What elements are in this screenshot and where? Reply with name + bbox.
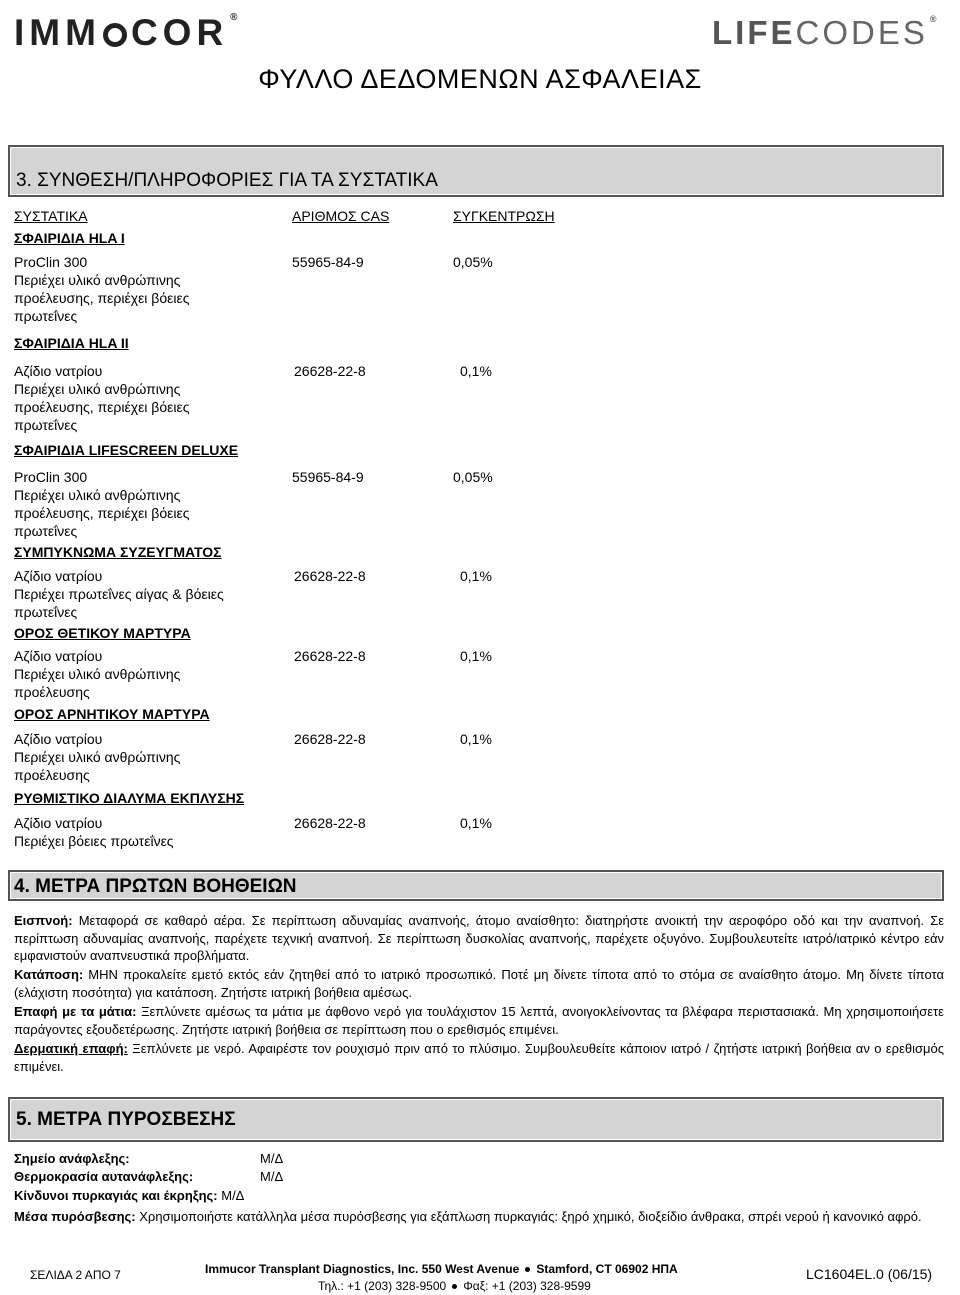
extinguishing-media-text: Χρησιμοποιήστε κατάλληλα μέσα πυρόσβεσης για εξάπλωση πυρκαγιάς: ξηρό χημικό, διοξείδιο άνθρακα, σπρέι νερού (139, 1209, 819, 1224)
component-note: Περιέχει υλικό ανθρώπινης (14, 381, 181, 397)
component-name: Αζίδιο νατρίου (14, 363, 103, 379)
section-4-header (8, 870, 944, 901)
extinguishing-media-label: Μέσα πυρόσβεσης: (14, 1209, 136, 1224)
section-4-title: 4. ΜΕΤΡΑ ΠΡΩΤΩΝ ΒΟΗΘΕΙΩΝ (14, 876, 297, 897)
inhalation-text: αναπνοή. Σε περίπτωση αδυναμίας αναπνοής, παρέχετε τεχνική αναπνοή. Σε περίπτωση δυσκολίας αναπνοής, παρέχετε οξυγόνο. (14, 913, 944, 946)
group-name: ΟΡΟΣ ΘΕΤΙΚΟΥ ΜΑΡΤΥΡΑ (14, 625, 191, 641)
skin-contact-text: βοήθεια αν ο ερεθισμός επιμένει. (14, 1041, 944, 1074)
cas-number: 26628-22-8 (294, 363, 366, 379)
component-note: Περιέχει υλικό ανθρώπινης (14, 666, 181, 682)
ingestion-label: Κατάποση: (14, 967, 84, 982)
group-name: ΣΥΜΠΥΚΝΩΜΑ ΣΥΖΕΥΓΜΑΤΟΣ (14, 544, 222, 560)
cas-number: 26628-22-8 (294, 731, 366, 747)
column-header-concentration: ΣΥΓΚΕΝΤΡΩΣΗ (453, 208, 555, 224)
ingestion-text: ΜΗΝ προκαλείτε εμετό εκτός εάν ζητηθεί από το ιατρικό προσωπικό. Ποτέ μη δίνετε τίποτα από το στόμα σε αναίσθητο άτομο. (88, 967, 841, 982)
column-header-cas: ΑΡΙΘΜΟΣ CAS (292, 208, 390, 224)
concentration: 0,1% (460, 815, 492, 831)
component-name: Αζίδιο νατρίου (14, 648, 103, 664)
flash-point-label: Σημείο ανάφλεξης: (14, 1151, 130, 1166)
concentration: 0,1% (460, 568, 492, 584)
section-3-title: 3. ΣΥΝΘΕΣΗ/ΠΛΗΡΟΦΟΡΙΕΣ ΓΙΑ ΤΑ ΣΥΣΤΑΤΙΚΑ (16, 170, 438, 191)
cas-number: 55965-84-9 (292, 469, 364, 485)
component-note: προέλευσης (14, 684, 90, 700)
component-note: προέλευσης, περιέχει βόειες (14, 505, 190, 521)
component-name: Αζίδιο νατρίου (14, 815, 103, 831)
footer-phone: Τηλ.: +1 (203) 328-9500 (318, 1279, 447, 1293)
group-name: ΣΦΑΙΡΙΔΙΑ HLA II (14, 335, 129, 351)
lifecodes-logo-bold: LIFE (712, 14, 796, 51)
component-note: πρωτεΐνες (14, 523, 78, 539)
footer-city: Stamford, CT 06902 ΗΠΑ (536, 1262, 678, 1276)
cas-number: 55965-84-9 (292, 254, 364, 270)
concentration: 0,05% (453, 469, 493, 485)
group-name: ΟΡΟΣ ΑΡΝΗΤΙΚΟΥ ΜΑΡΤΥΡΑ (14, 706, 210, 722)
skin-contact-paragraph (14, 1040, 944, 1075)
fire-hazards-line (14, 1188, 244, 1203)
logo-ring-icon (103, 23, 127, 47)
footer-address-line (205, 1262, 678, 1276)
column-header-components: ΣΥΣΤΑΤΙΚΑ (14, 208, 88, 224)
component-name: Αζίδιο νατρίου (14, 731, 103, 747)
lifecodes-logo (712, 14, 937, 52)
component-note: πρωτεΐνες (14, 308, 78, 324)
immucor-logo: IMM COR ® (14, 12, 238, 53)
section-3-header (8, 145, 944, 197)
fire-hazards-value: Μ/Δ (221, 1188, 245, 1203)
group-name: ΡΥΘΜΙΣΤΙΚΟ ΔΙΑΛΥΜΑ ΕΚΠΛΥΣΗΣ (14, 790, 245, 806)
inhalation-label: Εισπνοή: (14, 913, 73, 928)
component-note: Περιέχει υλικό ανθρώπινης (14, 272, 181, 288)
component-note: πρωτεΐνες (14, 604, 78, 620)
bullet-icon (452, 1284, 457, 1289)
concentration: 0,1% (460, 363, 492, 379)
page-number: ΣΕΛΙΔΑ 2 ΑΠΟ 7 (30, 1268, 121, 1282)
cas-number: 26628-22-8 (294, 815, 366, 831)
document-title: ΦΥΛΛΟ ΔΕΔΟΜΕΝΩΝ ΑΣΦΑΛΕΙΑΣ (258, 64, 702, 94)
inhalation-text: Μεταφορά σε καθαρό αέρα. Σε περίπτωση αδυναμίας αναπνοής, άτομο αναίσθητο: διατηρήστε ανοικτή την αεροφόρο οδό και την (78, 913, 863, 928)
component-note: Περιέχει πρωτεΐνες αίγας & βόειες (14, 586, 224, 602)
autoignition-value: Μ/Δ (260, 1169, 284, 1184)
flash-point-value: Μ/Δ (260, 1151, 284, 1166)
eye-contact-text: χρησιμοποιήσετε παράγοντες εξουδετέρωσης. Ζητήστε ιατρική βοήθεια σε περίπτωση που ο ερεθισμός επιμένει. (14, 1004, 944, 1037)
component-note: Περιέχει υλικό ανθρώπινης (14, 487, 181, 503)
registered-mark: ® (929, 14, 937, 24)
footer-contact-line (318, 1279, 591, 1293)
cas-number: 26628-22-8 (294, 568, 366, 584)
fire-hazards-label: Κίνδυνοι πυρκαγιάς και έκρηξης: (14, 1188, 218, 1203)
group-name: ΣΦΑΙΡΙΔΙΑ LIFESCREEN DELUXE (14, 442, 239, 458)
concentration: 0,05% (453, 254, 493, 270)
component-name: Αζίδιο νατρίου (14, 568, 103, 584)
extinguishing-media-text: ή κανονικό αφρό. (822, 1209, 922, 1224)
inhalation-paragraph (14, 912, 944, 965)
eye-contact-text: Ξεπλύνετε αμέσως τα μάτια με άφθονο νερό για τουλάχιστον 15 λεπτά, ανοιγοκλείνοντας τα βλέφαρα περιστασιακά. Μη (141, 1004, 842, 1019)
eye-contact-paragraph (14, 1003, 944, 1038)
component-note: προέλευσης, περιέχει βόειες (14, 399, 190, 415)
ingestion-text: Μη δίνετε τίποτα (ελάχιστη ποσότητα) για κατάποση. Ζητήστε ιατρική βοήθεια αμέσως. (14, 967, 944, 1000)
section-5-title: 5. ΜΕΤΡΑ ΠΥΡΟΣΒΕΣΗΣ (16, 1109, 236, 1130)
autoignition-label: Θερμοκρασία αυτανάφλεξης: (14, 1169, 194, 1184)
lifecodes-logo-thin: CODES (795, 14, 928, 51)
bullet-icon (525, 1267, 530, 1272)
component-note: Περιέχει βόειες πρωτεΐνες (14, 833, 174, 849)
component-note: πρωτεΐνες (14, 417, 78, 433)
footer-company: Immucor Transplant Diagnostics, Inc. 550 West Avenue (205, 1262, 520, 1276)
component-note: προέλευσης, περιέχει βόειες (14, 290, 190, 306)
cas-number: 26628-22-8 (294, 648, 366, 664)
extinguishing-media-paragraph (14, 1208, 944, 1226)
footer-fax: Φαξ: +1 (203) 328-9599 (463, 1279, 591, 1293)
component-name: ProClin 300 (14, 254, 88, 270)
component-note: Περιέχει υλικό ανθρώπινης (14, 749, 181, 765)
component-name: ProClin 300 (14, 469, 88, 485)
document-code: LC1604EL.0 (06/15) (806, 1266, 933, 1282)
inhalation-text: Συμβουλευτείτε ιατρό/ιατρικό κέντρο εάν εμφανιστούν αναπνευστικά προβλήματα. (14, 930, 945, 964)
skin-contact-label: Δερματική επαφή: (14, 1041, 128, 1056)
group-name: ΣΦΑΙΡΙΔΙΑ HLA I (14, 230, 125, 246)
concentration: 0,1% (460, 648, 492, 664)
ingestion-paragraph (14, 966, 944, 1001)
section-5-header (8, 1097, 944, 1142)
eye-contact-label: Επαφή με τα μάτια: (14, 1004, 137, 1019)
skin-contact-text: Ξεπλύνετε με νερό. Αφαιρέστε τον ρουχισμό πριν από το πλύσιμο. Συμβουλευθείτε κάποιον ιατρό / ζητήστε ιατρική (132, 1041, 802, 1056)
concentration: 0,1% (460, 731, 492, 747)
component-note: προέλευσης (14, 767, 90, 783)
